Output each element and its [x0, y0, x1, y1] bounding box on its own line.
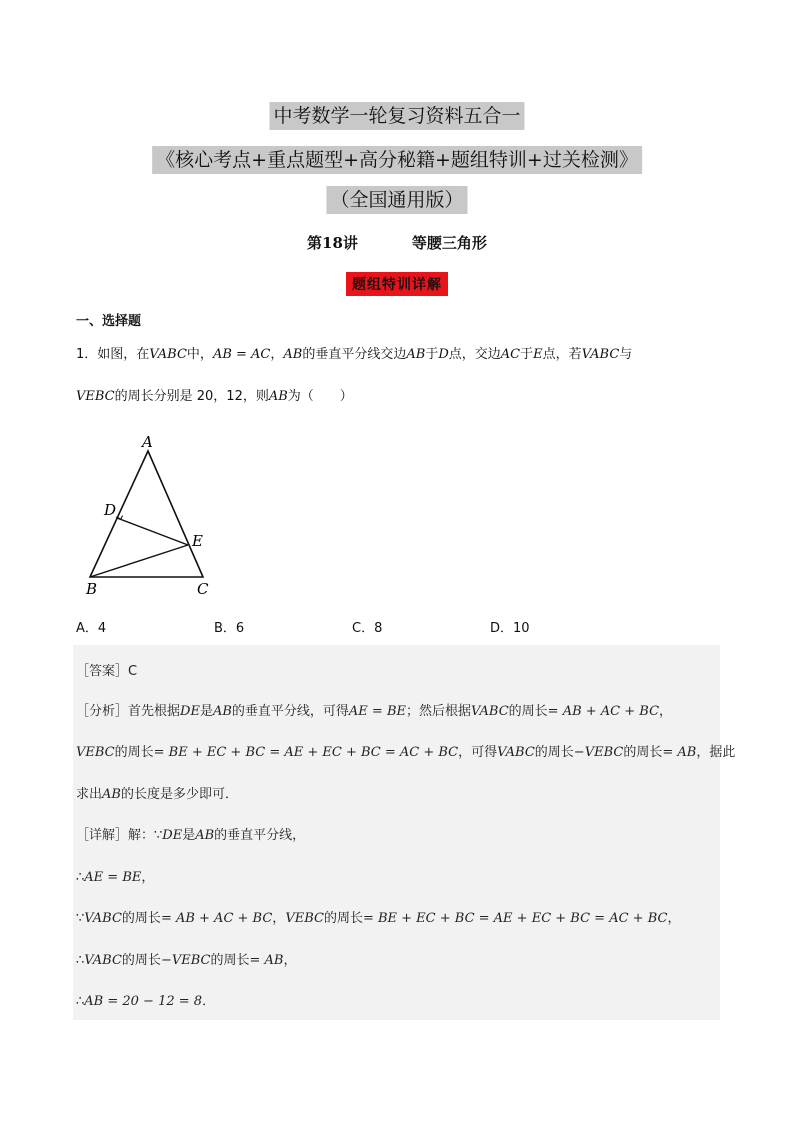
- math-expression: AC: [500, 347, 521, 362]
- segment-be: [90, 545, 188, 577]
- text-fragment: ［详解］解：∵: [76, 828, 163, 843]
- text-fragment: ［分析］首先根据: [76, 704, 181, 719]
- text-fragment: 的周长: [121, 953, 161, 968]
- title-line-3: （全国通用版）: [326, 186, 467, 214]
- detail-step-2: [76, 907, 680, 926]
- text-fragment: ；然后根据: [406, 704, 472, 719]
- text-fragment: ，可得: [458, 745, 498, 760]
- math-expression: DE: [180, 704, 200, 719]
- label-e: E: [192, 532, 203, 550]
- math-expression: = BE + EC + BC = AE + EC + BC = AC + BC: [153, 745, 459, 760]
- math-expression: AB: [195, 828, 215, 843]
- math-expression: −: [573, 745, 585, 760]
- math-expression: VABC: [84, 911, 122, 926]
- label-d: D: [104, 501, 117, 519]
- text-fragment: ，: [283, 953, 297, 968]
- option-a: A．4: [76, 621, 107, 636]
- math-expression: AE = BE: [84, 870, 142, 885]
- math-expression: = AB + AC + BC: [547, 704, 660, 719]
- text-fragment: 的周长: [121, 911, 161, 926]
- text-fragment: ，: [667, 911, 681, 926]
- text-fragment: ，: [270, 347, 284, 362]
- option-d: D．10: [490, 621, 530, 636]
- detail-step-3: [76, 949, 296, 968]
- text-fragment: 的长度是多少即可．: [120, 787, 238, 802]
- label-a: A: [142, 433, 153, 451]
- text-fragment: ，: [272, 911, 286, 926]
- text-fragment: ，据此: [696, 745, 736, 760]
- math-expression: AE = BE: [348, 704, 406, 719]
- text-fragment: ∵: [76, 911, 85, 926]
- text-fragment: 点，若: [542, 347, 582, 362]
- text-fragment: 于: [520, 347, 534, 362]
- detail-line-1: [76, 824, 305, 843]
- text-fragment: 是: [182, 828, 196, 843]
- lecture-number: 第18讲: [307, 234, 358, 252]
- section-title: 一、选择题: [76, 314, 142, 329]
- math-expression: E: [533, 347, 543, 362]
- math-expression: VABC: [471, 704, 509, 719]
- math-expression: AB = AC: [212, 347, 271, 362]
- math-expression: AB: [406, 347, 426, 362]
- title-line-1: 中考数学一轮复习资料五合一: [269, 102, 524, 130]
- text-fragment: 是: [199, 704, 213, 719]
- question-1-line-1: [76, 345, 632, 365]
- text-fragment: 于: [425, 347, 439, 362]
- question-1-line-2: [76, 387, 353, 407]
- text-fragment: 求出: [76, 787, 103, 802]
- math-expression: = AB + AC + BC: [160, 911, 273, 926]
- math-expression: VEBC: [285, 911, 324, 926]
- text-fragment: 的周长: [210, 953, 250, 968]
- detail-step-4: [76, 990, 215, 1009]
- text-fragment: 为（ ）: [287, 389, 353, 404]
- title-line-2: 《核心考点+重点题型+高分秘籍+题组特训+过关检测》: [152, 146, 642, 174]
- option-c: C．8: [352, 621, 383, 636]
- analysis-line-2: [76, 741, 735, 760]
- math-expression: = AB: [662, 745, 697, 760]
- text-fragment: 的周长: [323, 911, 363, 926]
- answer-line: ［答案］C: [76, 664, 138, 679]
- text-fragment: ，: [659, 704, 673, 719]
- text-fragment: ，: [141, 870, 155, 885]
- math-expression: VABC: [84, 953, 122, 968]
- math-expression: = AB: [249, 953, 284, 968]
- analysis-line-1: [76, 700, 672, 719]
- math-expression: −: [160, 953, 172, 968]
- math-expression: D: [438, 347, 449, 362]
- text-fragment: ．: [202, 994, 216, 1009]
- label-c: C: [197, 580, 209, 598]
- red-badge: 题组特训详解: [346, 272, 448, 296]
- math-expression: VEBC: [76, 389, 115, 404]
- math-expression: AB: [268, 389, 288, 404]
- option-b: B．6: [214, 621, 245, 636]
- math-expression: AB: [212, 704, 232, 719]
- triangle-figure: [80, 430, 220, 600]
- text-fragment: 的周长: [114, 745, 154, 760]
- math-expression: = BE + EC + BC = AE + EC + BC = AC + BC: [362, 911, 668, 926]
- text-fragment: 的垂直平分线交边: [302, 347, 407, 362]
- text-fragment: 的周长: [623, 745, 663, 760]
- math-expression: DE: [162, 828, 183, 843]
- text-fragment: 的周长分别是 20，12，则: [114, 389, 269, 404]
- math-expression: VEBC: [171, 953, 211, 968]
- text-fragment: 的周长: [534, 745, 574, 760]
- text-fragment: ∴: [76, 994, 85, 1009]
- math-expression: AB: [102, 787, 121, 802]
- label-b: B: [86, 580, 98, 598]
- math-expression: AB: [283, 347, 303, 362]
- lecture-topic: 等腰三角形: [411, 234, 487, 252]
- detail-step-1: [76, 866, 154, 885]
- math-expression: AB = 20 − 12 = 8: [84, 994, 203, 1009]
- analysis-line-3: [76, 783, 238, 802]
- math-expression: VEBC: [76, 745, 115, 760]
- text-fragment: 的垂直平分线，: [214, 828, 306, 843]
- text-fragment: 与: [619, 347, 633, 362]
- text-fragment: 1．如图，在: [76, 347, 150, 362]
- text-fragment: 的垂直平分线，可得: [231, 704, 349, 719]
- text-fragment: 的周长: [508, 704, 548, 719]
- math-expression: VABC: [581, 347, 620, 362]
- math-expression: VEBC: [584, 745, 624, 760]
- math-expression: VABC: [149, 347, 187, 362]
- lecture-heading: [0, 232, 794, 253]
- math-expression: VABC: [497, 745, 535, 760]
- segment-de: [117, 518, 188, 545]
- text-fragment: 中，: [186, 347, 213, 362]
- text-fragment: 点，交边: [448, 347, 501, 362]
- text-fragment: ∴: [76, 953, 85, 968]
- text-fragment: ∴: [76, 870, 85, 885]
